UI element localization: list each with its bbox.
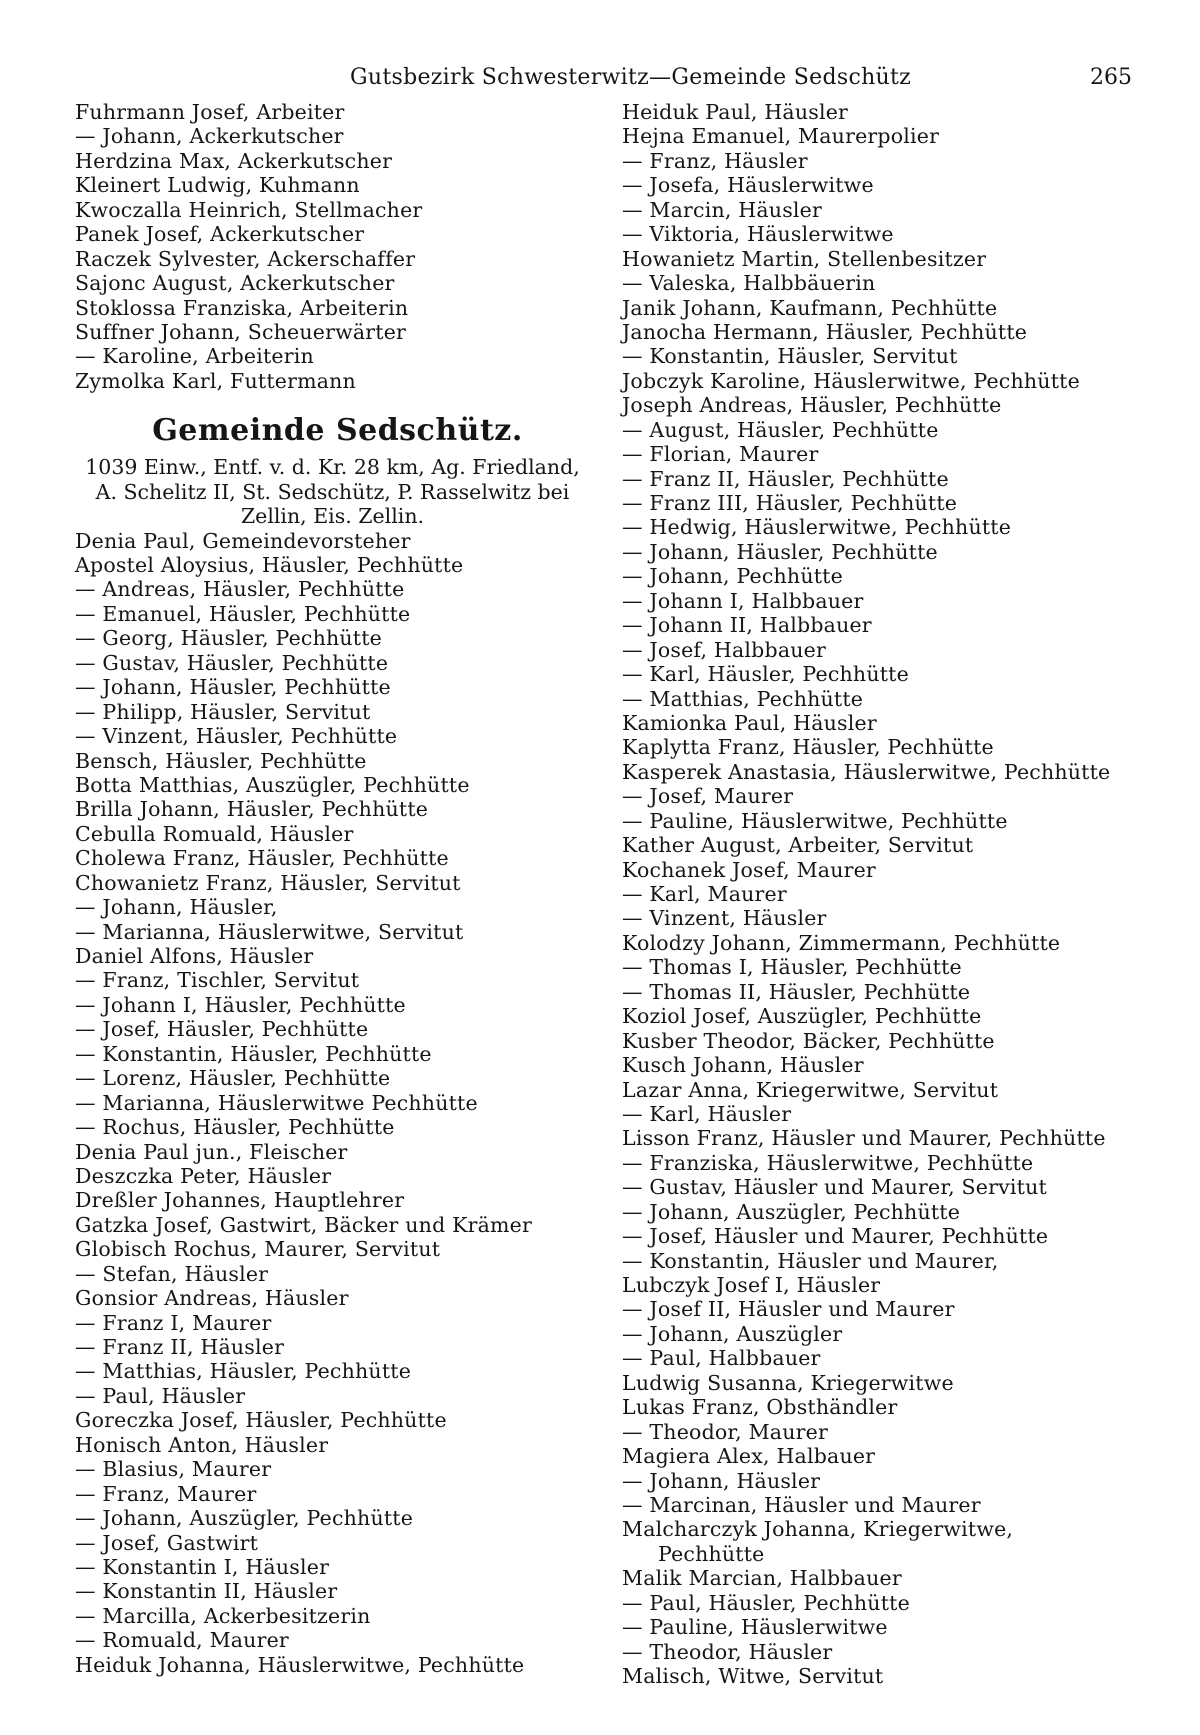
directory-entry: — Rochus, Häusler, Pechhütte	[75, 1115, 395, 1140]
directory-entry: Heiduk Paul, Häusler	[622, 100, 849, 124]
directory-entry: — Josef, Häusler, Pechhütte	[75, 1017, 369, 1042]
directory-entry: — Konstantin I, Häusler	[75, 1554, 330, 1579]
directory-entry: Raczek Sylvester, Ackerschaffer	[75, 246, 416, 271]
directory-entry: — Paul, Häusler	[75, 1383, 246, 1408]
directory-entry: — Lorenz, Häusler, Pechhütte	[75, 1066, 391, 1091]
directory-entry: Globisch Rochus, Maurer, Servitut	[75, 1237, 441, 1262]
directory-entry: Kather August, Arbeiter, Servitut	[622, 833, 974, 858]
directory-entry: Gatzka Josef, Gastwirt, Bäcker und Krämer	[75, 1212, 533, 1237]
directory-entry: — Hedwig, Häuslerwitwe, Pechhütte	[622, 515, 1012, 540]
directory-entry: — Josef, Gastwirt	[75, 1530, 259, 1555]
directory-entry: Malcharczyk Johanna, Kriegerwitwe,	[622, 1517, 1014, 1542]
directory-entry: Stoklossa Franziska, Arbeiterin	[75, 295, 409, 320]
directory-entry: Bensch, Häusler, Pechhütte	[75, 748, 367, 773]
directory-entry: Kaplytta Franz, Häusler, Pechhütte	[622, 735, 994, 760]
directory-entry: — Konstantin, Häusler, Pechhütte	[75, 1041, 432, 1066]
directory-entry: Magiera Alex, Halbauer	[622, 1444, 876, 1469]
directory-entry: — Marcinan, Häusler und Maurer	[622, 1492, 981, 1517]
right-entries	[622, 100, 1187, 1688]
directory-entry: — Johann, Auszügler, Pechhütte	[622, 1199, 961, 1224]
directory-entry: — Johann, Häusler, Pechhütte	[622, 539, 938, 564]
directory-entry: Joseph Andreas, Häusler, Pechhütte	[622, 393, 1002, 418]
directory-entry: Koziol Josef, Auszügler, Pechhütte	[622, 1004, 982, 1029]
directory-entry: — Johann I, Halbbauer	[622, 588, 864, 613]
directory-entry: — Konstantin II, Häusler	[75, 1579, 338, 1604]
directory-entry: Kolodzy Johann, Zimmermann, Pechhütte	[622, 930, 1061, 955]
directory-entry: Ludwig Susanna, Kriegerwitwe	[622, 1370, 954, 1395]
directory-entry: Panek Josef, Ackerkutscher	[75, 222, 365, 247]
directory-entry: — Emanuel, Häusler, Pechhütte	[75, 601, 411, 626]
directory-entry: — Karl, Maurer	[622, 882, 787, 906]
directory-entry: — Johann II, Halbbauer	[622, 613, 872, 638]
directory-entry: — Josef, Häusler und Maurer, Pechhütte	[622, 1224, 1049, 1249]
directory-entry: — Franz, Maurer	[75, 1481, 257, 1506]
directory-entry: — Johann I, Häusler, Pechhütte	[75, 992, 406, 1017]
directory-entry: Heiduk Johanna, Häuslerwitwe, Pechhütte	[75, 1652, 525, 1677]
directory-entry: Kleinert Ludwig, Kuhmann	[75, 173, 360, 198]
directory-entry: Janik Johann, Kaufmann, Pechhütte	[622, 295, 998, 320]
section-info-line: 1039 Einw., Entf. v. d. Kr. 28 km, Ag. Friedland,	[85, 455, 580, 480]
directory-entry: — Josefa, Häuslerwitwe	[622, 173, 874, 198]
directory-entry: — Marcin, Häusler	[622, 197, 823, 222]
directory-entry: Brilla Johann, Häusler, Pechhütte	[75, 797, 429, 822]
directory-entry: — Karl, Häusler, Pechhütte	[622, 662, 909, 687]
directory-entry: Cebulla Romuald, Häusler	[75, 821, 354, 846]
directory-entry: — August, Häusler, Pechhütte	[622, 417, 939, 442]
directory-entry: — Vinzent, Häusler	[622, 906, 827, 931]
directory-entry: Lazar Anna, Kriegerwitwe, Servitut	[622, 1077, 999, 1102]
directory-entry: Denia Paul, Gemeindevorsteher	[75, 528, 411, 553]
directory-entry: — Blasius, Maurer	[75, 1457, 272, 1482]
directory-entry: Kwoczalla Heinrich, Stellmacher	[75, 197, 423, 222]
section-info-line: Zellin, Eis. Zellin.	[240, 504, 425, 529]
directory-entry: — Stefan, Häusler	[75, 1261, 269, 1286]
directory-entry: — Matthias, Pechhütte	[622, 686, 864, 711]
directory-entry: Deszczka Peter, Häusler	[75, 1163, 332, 1188]
directory-entry: Suffner Johann, Scheuerwärter	[75, 319, 407, 344]
directory-entry: — Franz II, Häusler	[75, 1335, 285, 1360]
directory-entry: — Georg, Häusler, Pechhütte	[75, 626, 383, 651]
directory-entry: — Josef, Halbbauer	[622, 637, 826, 662]
directory-entry: Kasperek Anastasia, Häuslerwitwe, Pechhütte	[622, 759, 1111, 784]
directory-entry: Goreczka Josef, Häusler, Pechhütte	[75, 1408, 447, 1433]
left-top-entries	[75, 100, 590, 393]
directory-entry: — Johann, Auszügler	[622, 1321, 843, 1346]
directory-entry: — Gustav, Häusler und Maurer, Servitut	[622, 1175, 1047, 1200]
directory-entry: — Johann, Pechhütte	[622, 564, 843, 589]
directory-entry: Fuhrmann Josef, Arbeiter	[75, 100, 345, 124]
directory-entry: — Romuald, Maurer	[75, 1628, 289, 1653]
directory-entry: — Paul, Häusler, Pechhütte	[622, 1590, 910, 1615]
directory-entry: Dreßler Johannes, Hauptlehrer	[75, 1188, 405, 1213]
directory-entry: — Thomas II, Häusler, Pechhütte	[622, 979, 971, 1004]
page-number: 265	[1090, 65, 1132, 90]
directory-entry: Howanietz Martin, Stellenbesitzer	[622, 246, 987, 271]
left-column	[75, 100, 590, 1677]
directory-entry: Kochanek Josef, Maurer	[622, 857, 876, 882]
running-title: Gutsbezirk Schwesterwitz—Gemeinde Sedschütz	[350, 65, 912, 90]
directory-entry: — Karl, Häusler	[622, 1101, 792, 1126]
directory-entry: — Paul, Halbbauer	[622, 1346, 821, 1371]
directory-entry: — Johann, Häusler	[622, 1468, 821, 1493]
section-heading: Gemeinde Sedschütz.	[152, 413, 523, 449]
directory-entry: Lubczyk Josef I, Häusler	[622, 1273, 881, 1297]
directory-entry: Hejna Emanuel, Maurerpolier	[622, 124, 940, 149]
directory-entry: — Franz II, Häusler, Pechhütte	[622, 466, 949, 491]
directory-entry: — Andreas, Häusler, Pechhütte	[75, 577, 405, 602]
section-info-line: A. Schelitz II, St. Sedschütz, P. Rasselwitz bei	[95, 479, 570, 504]
directory-entry: Kusch Johann, Häusler	[622, 1053, 864, 1078]
directory-entry: — Vinzent, Häusler, Pechhütte	[75, 724, 398, 749]
directory-entry: Gonsior Andreas, Häusler	[75, 1286, 349, 1311]
directory-entry: — Theodor, Häusler	[622, 1639, 833, 1664]
directory-entry: Janocha Hermann, Häusler, Pechhütte	[622, 319, 1028, 344]
directory-entry: Chowanietz Franz, Häusler, Servitut	[75, 870, 461, 895]
directory-entry: — Gustav, Häusler, Pechhütte	[75, 650, 389, 675]
directory-entry: — Philipp, Häusler, Servitut	[75, 699, 371, 724]
directory-entry: Honisch Anton, Häusler	[75, 1432, 329, 1457]
directory-entry: — Matthias, Häusler, Pechhütte	[75, 1359, 412, 1384]
directory-entry: — Johann, Häusler,	[75, 895, 278, 920]
directory-entry: Jobczyk Karoline, Häuslerwitwe, Pechhütte	[622, 368, 1080, 393]
directory-entry: — Valeska, Halbbäuerin	[622, 271, 876, 296]
directory-entry: Botta Matthias, Auszügler, Pechhütte	[75, 772, 470, 797]
directory-entry: — Johann, Häusler, Pechhütte	[75, 675, 391, 700]
directory-entry: — Franz III, Häusler, Pechhütte	[622, 491, 958, 515]
directory-entry: Malisch, Witwe, Servitut	[622, 1664, 884, 1688]
directory-entry: Lukas Franz, Obsthändler	[622, 1395, 898, 1420]
directory-entry: — Johann, Ackerkutscher	[75, 124, 344, 149]
directory-entry: Lisson Franz, Häusler und Maurer, Pechhütte	[622, 1126, 1106, 1151]
directory-entry: Kusber Theodor, Bäcker, Pechhütte	[622, 1028, 995, 1053]
directory-entry: — Thomas I, Häusler, Pechhütte	[622, 955, 962, 980]
directory-entry: Apostel Aloysius, Häusler, Pechhütte	[75, 553, 464, 578]
directory-entry: Daniel Alfons, Häusler	[75, 944, 314, 969]
directory-entry: Cholewa Franz, Häusler, Pechhütte	[75, 846, 449, 871]
directory-entry: — Florian, Maurer	[622, 442, 819, 467]
directory-entry: — Josef II, Häusler und Maurer	[622, 1297, 955, 1322]
section-info	[75, 455, 590, 528]
directory-entry: Herdzina Max, Ackerkutscher	[75, 148, 393, 173]
directory-entry: — Pauline, Häuslerwitwe, Pechhütte	[622, 808, 1008, 833]
right-column	[622, 100, 1187, 1688]
directory-entry: Sajonc August, Ackerkutscher	[75, 271, 395, 296]
directory-entry: — Franz, Häusler	[622, 148, 808, 173]
directory-entry: — Johann, Auszügler, Pechhütte	[75, 1506, 414, 1531]
directory-entry: — Franz, Tischler, Servitut	[75, 968, 360, 993]
directory-entry: — Viktoria, Häuslerwitwe	[622, 222, 894, 247]
directory-entry: — Marianna, Häuslerwitwe, Servitut	[75, 919, 464, 944]
directory-entry: — Josef, Maurer	[622, 784, 794, 809]
directory-entry: Denia Paul jun., Fleischer	[75, 1139, 348, 1164]
directory-entry: — Karoline, Arbeiterin	[75, 344, 314, 369]
directory-entry: Malik Marcian, Halbbauer	[622, 1566, 902, 1591]
left-bottom-entries	[75, 529, 590, 1678]
directory-entry: — Theodor, Maurer	[622, 1419, 828, 1444]
directory-entry: Kamionka Paul, Häusler	[622, 710, 877, 735]
directory-entry: — Konstantin, Häusler und Maurer,	[622, 1248, 999, 1273]
directory-entry: — Konstantin, Häusler, Servitut	[622, 344, 958, 369]
directory-entry: Zymolka Karl, Futtermann	[75, 368, 356, 393]
directory-entry: — Marianna, Häuslerwitwe Pechhütte	[75, 1090, 478, 1115]
directory-entry: — Marcilla, Ackerbesitzerin	[75, 1603, 371, 1628]
directory-entry: — Franz I, Maurer	[75, 1310, 272, 1335]
directory-entry: — Franziska, Häuslerwitwe, Pechhütte	[622, 1150, 1034, 1175]
directory-entry: — Pauline, Häuslerwitwe	[622, 1615, 888, 1640]
directory-entry: Pechhütte	[658, 1541, 765, 1566]
